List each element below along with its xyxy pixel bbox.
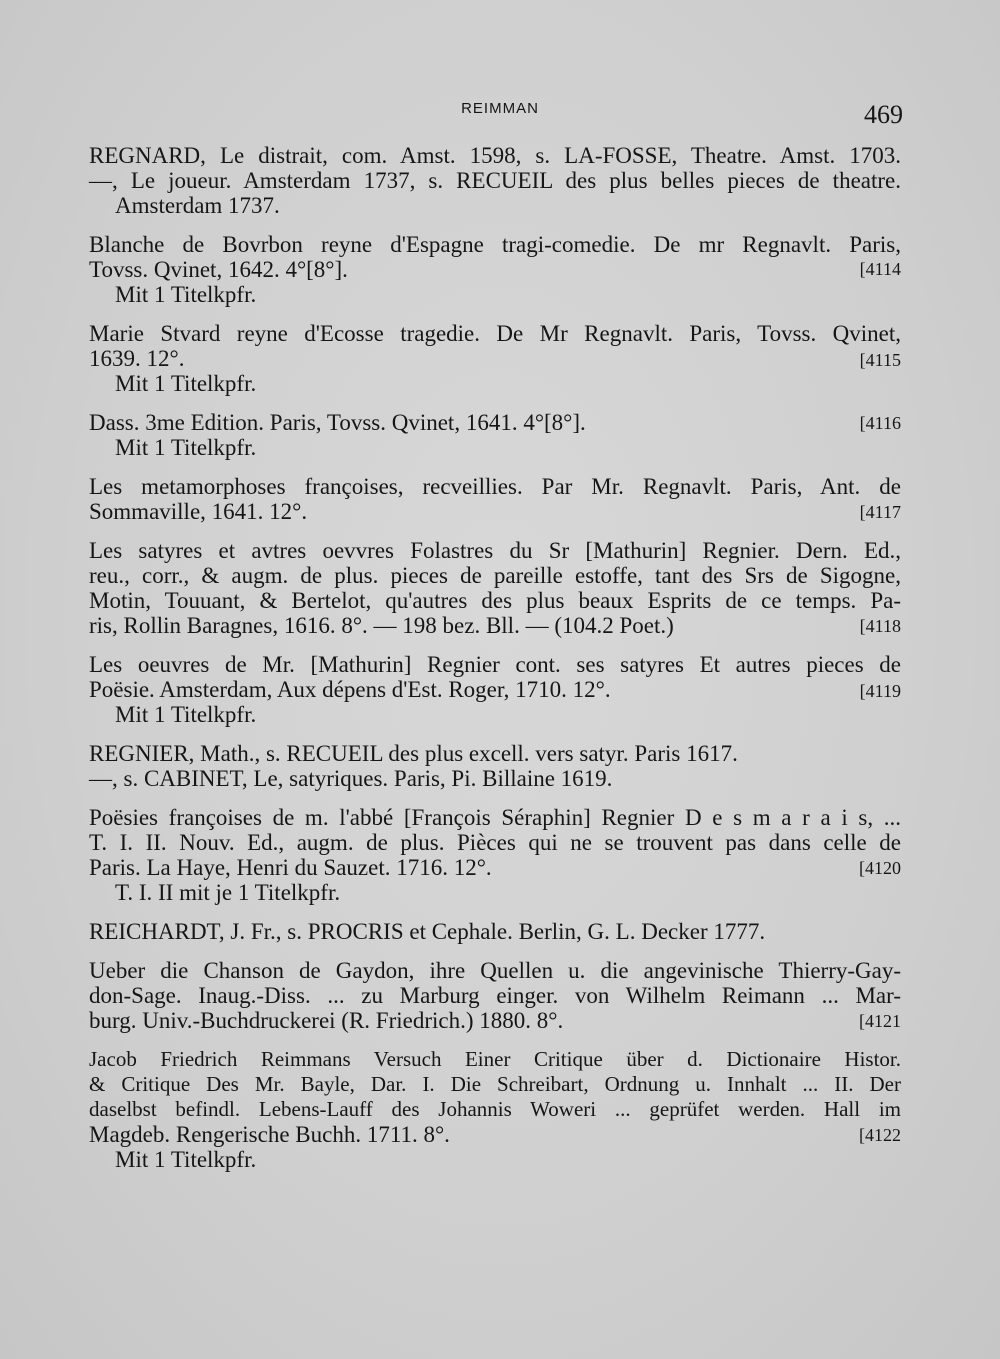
entry-line: Paris. La Haye, Henri du Sauzet. 1716. 12°. <box>89 855 492 880</box>
bibliography-entry <box>89 474 901 524</box>
entry-number: [4119 <box>859 681 901 701</box>
bibliography-entry <box>89 410 901 460</box>
entry-line: Mit 1 Titelkpfr. <box>115 282 257 307</box>
bibliography-entry <box>89 958 901 1033</box>
bibliography-entry <box>89 538 901 638</box>
entry-line: 1639. 12°. <box>89 346 185 371</box>
entry-number: [4114 <box>859 259 901 279</box>
entry-number: [4117 <box>859 502 901 522</box>
entry-line: Mit 1 Titelkpfr. <box>115 435 257 460</box>
entry-line: Blanche de Bovrbon reyne d'Espagne tragi-comedie. De mr Regnavlt. Paris, <box>89 232 901 257</box>
bibliography-entries <box>89 143 901 1186</box>
page-number: 469 <box>864 100 903 129</box>
bibliography-entry <box>89 321 901 396</box>
entry-line: REGNIER, Math., s. RECUEIL des plus excell. vers satyr. Paris 1617. <box>89 741 738 766</box>
entry-line: reu., corr., & augm. de plus. pieces de pareille estoffe, tant des Srs de Sigogne, <box>89 563 901 588</box>
bibliography-entry <box>89 1047 901 1172</box>
entry-number: [4120 <box>859 858 901 878</box>
entry-number: [4118 <box>859 616 901 636</box>
entry-line: Les metamorphoses françoises, recveillies. Par Mr. Regnavlt. Paris, Ant. de <box>89 474 901 499</box>
entry-line: Ueber die Chanson de Gaydon, ihre Quellen u. die angevinische Thierry-Gay- <box>89 958 901 983</box>
entry-line: REGNARD, Le distrait, com. Amst. 1598, s. LA-FOSSE, Theatre. Amst. 1703. <box>89 143 901 168</box>
entry-line: —, Le joueur. Amsterdam 1737, s. RECUEIL des plus belles pieces de theatre. <box>89 168 901 193</box>
entry-line: Tovss. Qvinet, 1642. 4°[8°]. <box>89 257 348 282</box>
bibliography-entry <box>89 805 901 905</box>
entry-line: Sommaville, 1641. 12°. <box>89 499 308 524</box>
entry-number: [4115 <box>859 350 901 370</box>
entry-line: & Critique Des Mr. Bayle, Dar. I. Die Schreibart, Ordnung u. Innhalt ... II. Der <box>89 1072 901 1096</box>
entry-line: Motin, Touuant, & Bertelot, qu'autres des plus beaux Esprits de ce temps. Pa- <box>89 588 901 613</box>
entry-line: REICHARDT, J. Fr., s. PROCRIS et Cephale. Berlin, G. L. Decker 1777. <box>89 919 766 944</box>
bibliography-entry <box>89 741 901 791</box>
entry-number: [4122 <box>859 1125 901 1145</box>
entry-line: Magdeb. Rengerische Buchh. 1711. 8°. <box>89 1122 450 1147</box>
entry-line: Les satyres et avtres oevvres Folastres du Sr [Mathurin] Regnier. Dern. Ed., <box>89 538 901 563</box>
entry-line: Mit 1 Titelkpfr. <box>115 1147 257 1172</box>
bibliography-entry <box>89 652 901 727</box>
entry-line: Poësies françoises de m. l'abbé [François Séraphin] Regnier D e s m a r a i s, ... <box>89 805 901 830</box>
entry-line: Mit 1 Titelkpfr. <box>115 371 257 396</box>
entry-number: [4116 <box>859 413 901 433</box>
entry-line: Mit 1 Titelkpfr. <box>115 702 257 727</box>
entry-line: T. I. II. Nouv. Ed., augm. de plus. Pièces qui ne se trouvent pas dans celle de <box>89 830 901 855</box>
bibliography-entry <box>89 143 901 218</box>
entry-line: daselbst befindl. Lebens-Lauff des Johannis Woweri ... geprüfet werden. Hall im <box>89 1097 901 1121</box>
entry-line: Dass. 3me Edition. Paris, Tovss. Qvinet, 1641. 4°[8°]. <box>89 410 586 435</box>
entry-line: Marie Stvard reyne d'Ecosse tragedie. De Mr Regnavlt. Paris, Tovss. Qvinet, <box>89 321 901 346</box>
entry-line: don-Sage. Inaug.-Diss. ... zu Marburg einger. von Wilhelm Reimann ... Mar- <box>89 983 901 1008</box>
entry-line: T. I. II mit je 1 Titelkpfr. <box>115 880 341 905</box>
entry-line: Amsterdam 1737. <box>115 193 280 218</box>
entry-line: ris, Rollin Baragnes, 1616. 8°. — 198 bez. Bll. — (104.2 Poet.) <box>89 613 674 638</box>
bibliography-entry <box>89 232 901 307</box>
entry-line: Les oeuvres de Mr. [Mathurin] Regnier cont. ses satyres Et autres pieces de <box>89 652 901 677</box>
entry-number: [4121 <box>859 1011 901 1031</box>
running-head: REIMMAN <box>461 100 539 117</box>
bibliography-entry <box>89 919 901 944</box>
entry-line: burg. Univ.-Buchdruckerei (R. Friedrich.) 1880. 8°. <box>89 1008 564 1033</box>
entry-line: —, s. CABINET, Le, satyriques. Paris, Pi. Billaine 1619. <box>89 766 613 791</box>
entry-line: Jacob Friedrich Reimmans Versuch Einer Critique über d. Dictionaire Histor. <box>89 1047 901 1071</box>
entry-line: Poësie. Amsterdam, Aux dépens d'Est. Roger, 1710. 12°. <box>89 677 611 702</box>
